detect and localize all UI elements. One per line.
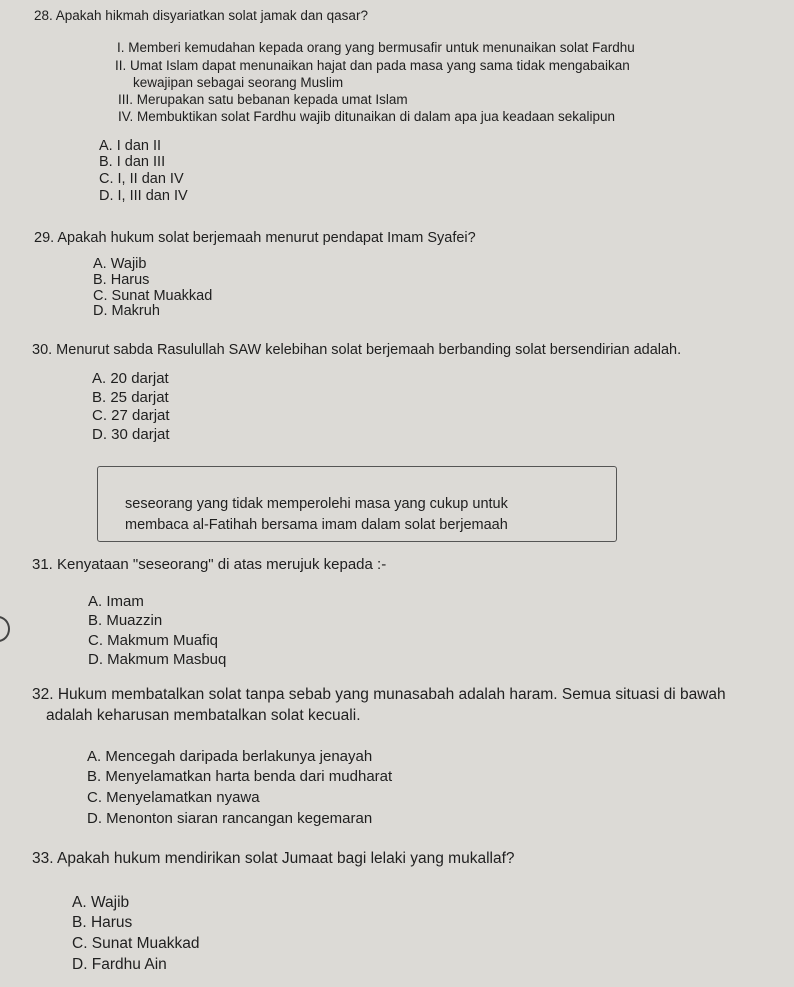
q28-option-d: D. I, III dan IV — [99, 188, 188, 204]
question-28: 28. Apakah hikmah disyariatkan solat jamak dan qasar? — [34, 8, 368, 23]
q28-statement-1: I. Memberi kemudahan kepada orang yang bermusafir untuk menunaikan solat Fardhu — [117, 40, 635, 55]
q29-option-a: A. Wajib — [93, 256, 147, 272]
question-30: 30. Menurut sabda Rasulullah SAW kelebihan solat berjemaah berbanding solat bersendirian adalah. — [32, 342, 682, 358]
q30-option-c: C. 27 darjat — [92, 407, 170, 424]
q28-option-b: B. I dan III — [99, 154, 166, 170]
q28-option-a: A. I dan II — [99, 138, 162, 154]
question-31: 31. Kenyataan "seseorang" di atas merujuk kepada :- — [32, 556, 387, 573]
q33-option-c: C. Sunat Muakkad — [72, 935, 200, 952]
q29-option-d: D. Makruh — [93, 303, 160, 319]
question-32-line-1: 32. Hukum membatalkan solat tanpa sebab yang munasabah adalah haram. Semua situasi di bawah — [32, 686, 726, 703]
q30-option-a: A. 20 darjat — [92, 370, 169, 387]
q31-option-b: B. Muazzin — [88, 612, 163, 629]
q33-option-b: B. Harus — [72, 914, 133, 931]
q28-statement-4: IV. Membuktikan solat Fardhu wajib ditunaikan di dalam apa jua keadaan sekalipun — [118, 109, 616, 124]
q28-statement-2: II. Umat Islam dapat menunaikan hajat dan pada masa yang sama tidak mengabaikan — [115, 58, 630, 73]
statement-box-line-1: seseorang yang tidak memperolehi masa yang cukup untuk — [125, 496, 508, 512]
statement-box-line-2: membaca al-Fatihah bersama imam dalam solat berjemaah — [125, 517, 508, 533]
question-29: 29. Apakah hukum solat berjemaah menurut pendapat Imam Syafei? — [34, 230, 476, 246]
q29-option-b: B. Harus — [93, 272, 150, 288]
q33-option-a: A. Wajib — [72, 894, 130, 911]
q32-option-b: B. Menyelamatkan harta benda dari mudharat — [87, 768, 393, 785]
q31-option-c: C. Makmum Muafiq — [88, 632, 219, 649]
question-33: 33. Apakah hukum mendirikan solat Jumaat bagi lelaki yang mukallaf? — [32, 850, 515, 867]
q28-statement-3: III. Merupakan satu bebanan kepada umat Islam — [118, 92, 408, 107]
hole-punch-mark — [0, 616, 10, 642]
q32-option-a: A. Mencegah daripada berlakunya jenayah — [87, 748, 373, 765]
question-32-line-2: adalah keharusan membatalkan solat kecuali. — [46, 707, 361, 724]
q31-option-d: D. Makmum Masbuq — [88, 651, 227, 668]
q32-option-c: C. Menyelamatkan nyawa — [87, 789, 260, 806]
q28-option-c: C. I, II dan IV — [99, 171, 184, 187]
q33-option-d: D. Fardhu Ain — [72, 956, 167, 973]
q28-statement-2-cont: kewajipan sebagai seorang Muslim — [133, 75, 344, 90]
q30-option-d: D. 30 darjat — [92, 426, 170, 443]
q29-option-c: C. Sunat Muakkad — [93, 288, 213, 304]
q31-option-a: A. Imam — [88, 593, 144, 610]
q30-option-b: B. 25 darjat — [92, 389, 169, 406]
q32-option-d: D. Menonton siaran rancangan kegemaran — [87, 810, 373, 827]
